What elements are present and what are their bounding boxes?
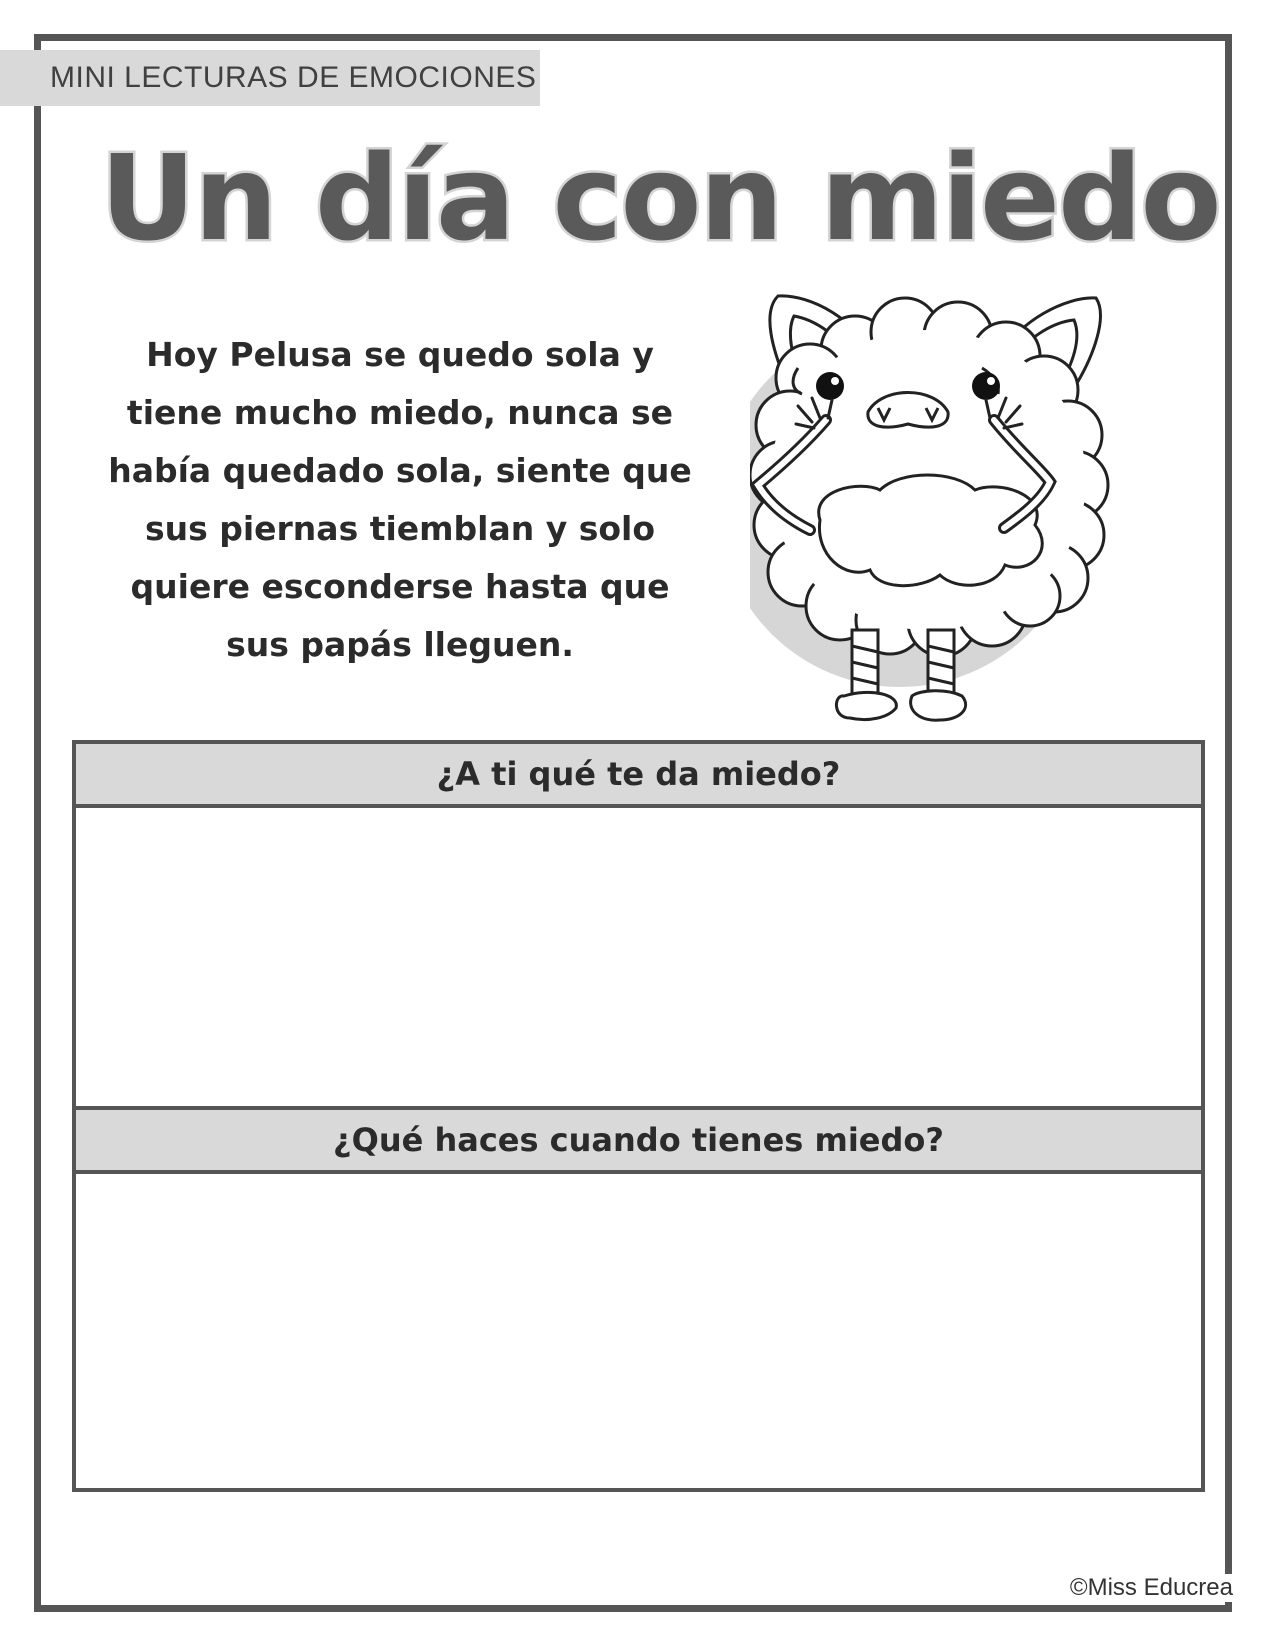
answer-area[interactable] [76,1174,1201,1492]
question-header: ¿Qué haces cuando tienes miedo? [76,1110,1201,1174]
answer-area[interactable] [76,808,1201,1110]
question-box-fears [72,740,1205,1106]
question-box-coping [72,1106,1205,1492]
scared-fluffy-monster-icon [750,290,1160,760]
story-line: sus piernas tiemblan y solo [144,509,656,548]
story-line: Hoy Pelusa se quedo sola y [146,335,654,374]
story-line: había quedado sola, siente que [108,451,692,490]
question-header: ¿A ti qué te da miedo? [76,744,1201,808]
copyright-notice: ©Miss Educrea [1064,1574,1233,1602]
page-title: Un día con miedo [100,129,1220,267]
story-line: quiere esconderse hasta que [130,567,670,606]
story-line: tiene mucho miedo, nunca se [126,393,674,432]
series-banner: MINI LECTURAS DE EMOCIONES [0,50,540,106]
story-line: sus papás lleguen. [226,625,574,664]
story-text [100,326,700,674]
